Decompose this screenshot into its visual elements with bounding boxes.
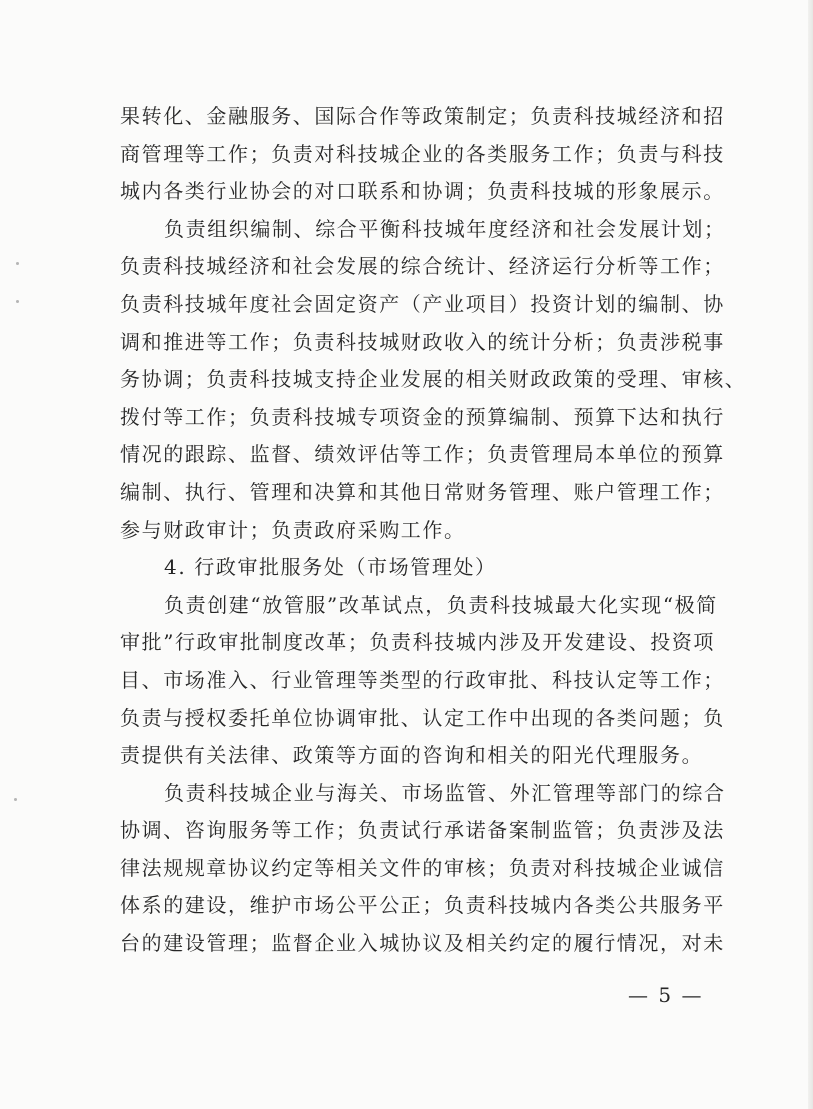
text-line: 拨付等工作；负责科技城专项资金的预算编制、预算下达和执行 (120, 404, 725, 429)
text-line: 律法规规章协议约定等相关文件的审核；负责对科技城企业诚信 (120, 855, 725, 880)
text-line: 责提供有关法律、政策等方面的咨询和相关的阳光代理服务。 (120, 743, 704, 768)
page-number: — 5 — (628, 983, 704, 1007)
scan-speck (16, 262, 19, 265)
text-line: 负责创建“放管服”改革试点，负责科技城最大化实现“极简 (164, 592, 718, 617)
text-line: 负责科技城企业与海关、市场监管、外汇管理等部门的综合 (164, 780, 726, 805)
scan-edge (808, 0, 813, 1109)
text-line: 体系的建设，维护市场公平公正；负责科技城内各类公共服务平 (120, 893, 725, 918)
text-line: 负责组织编制、综合平衡科技城年度经济和社会发展计划； (164, 216, 726, 241)
text-line: 调和推进等工作；负责科技城财政收入的统计分析；负责涉税事 (120, 329, 725, 354)
body-text (120, 98, 747, 963)
scan-speck (16, 300, 19, 303)
text-line: 情况的跟踪、监督、绩效评估等工作；负责管理局本单位的预算 (120, 442, 725, 467)
text-line: 审批”行政审批制度改革；负责科技城内涉及开发建设、投资项 (120, 630, 716, 655)
text-line: 负责科技城经济和社会发展的综合统计、经济运行分析等工作； (120, 254, 725, 279)
text-line: 果转化、金融服务、国际合作等政策制定；负责科技城经济和招 (120, 104, 725, 128)
text-line: 负责科技城年度社会固定资产（产业项目）投资计划的编制、协 (120, 291, 725, 316)
text-line: 商管理等工作；负责对科技城企业的各类服务工作；负责与科技 (120, 141, 725, 166)
text-line: 台的建设管理；监督企业入城协议及相关约定的履行情况，对未 (120, 931, 725, 956)
text-line: 负责与授权委托单位协调审批、认定工作中出现的各类问题；负 (120, 705, 725, 730)
text-line: 编制、执行、管理和决算和其他日常财务管理、账户管理工作； (120, 479, 725, 504)
text-line: 目、市场准入、行业管理等类型的行政审批、科技认定等工作； (120, 667, 725, 692)
section-heading: 4. 行政审批服务处（市场管理处） (164, 555, 497, 580)
text-line: 协调、咨询服务等工作；负责试行承诺备案制监管；负责涉及法 (120, 818, 725, 843)
text-line: 参与财政审计；负责政府采购工作。 (120, 517, 466, 542)
scan-speck (14, 798, 17, 801)
text-line: 城内各类行业协会的对口联系和协调；负责科技城的形象展示。 (120, 179, 725, 204)
text-line: 务协调；负责科技城支持企业发展的相关财政政策的受理、审核、 (120, 367, 747, 392)
